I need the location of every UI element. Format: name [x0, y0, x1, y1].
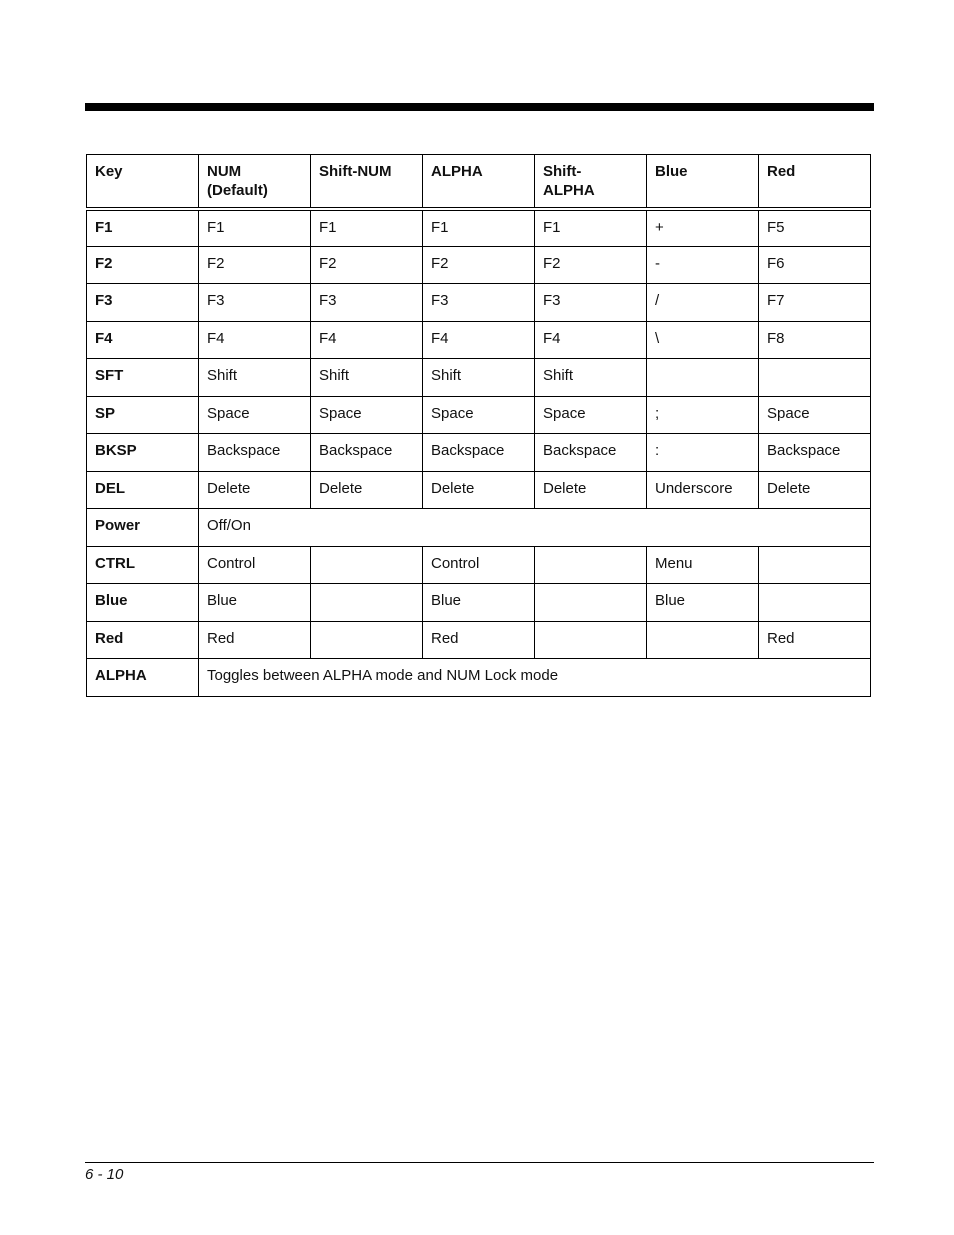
table-row	[87, 584, 871, 622]
table-cell: Space	[423, 396, 535, 434]
column-header: Blue	[647, 155, 759, 209]
table-cell: Delete	[535, 471, 647, 509]
key-name-cell: SP	[87, 396, 199, 434]
table-cell: Delete	[759, 471, 871, 509]
table-cell: +	[647, 209, 759, 247]
table-cell: F2	[535, 246, 647, 284]
key-name-cell: F3	[87, 284, 199, 322]
table-cell: Space	[759, 396, 871, 434]
column-header: Key	[87, 155, 199, 209]
table-cell: F4	[311, 321, 423, 359]
table-cell: ;	[647, 396, 759, 434]
key-name-cell: F1	[87, 209, 199, 247]
table-row	[87, 621, 871, 659]
table-cell: Shift	[199, 359, 311, 397]
table-cell: Blue	[423, 584, 535, 622]
table-cell: :	[647, 434, 759, 472]
table-cell: F3	[199, 284, 311, 322]
top-rule	[85, 103, 874, 111]
table-cell: F3	[423, 284, 535, 322]
table-cell	[535, 621, 647, 659]
table-cell: Red	[759, 621, 871, 659]
table-cell: Backspace	[423, 434, 535, 472]
table-cell: Space	[535, 396, 647, 434]
table-row	[87, 434, 871, 472]
table-row	[87, 659, 871, 697]
table-cell: F3	[535, 284, 647, 322]
table-cell: Shift	[423, 359, 535, 397]
table-cell: F6	[759, 246, 871, 284]
table-cell	[759, 546, 871, 584]
table-cell: F4	[535, 321, 647, 359]
footer-rule	[85, 1162, 874, 1163]
table-cell	[647, 359, 759, 397]
table-cell: F2	[311, 246, 423, 284]
table-cell	[647, 621, 759, 659]
table-cell: Shift	[311, 359, 423, 397]
table-cell: Backspace	[759, 434, 871, 472]
table-cell	[759, 584, 871, 622]
table-cell: F1	[423, 209, 535, 247]
table-cell	[535, 546, 647, 584]
table-cell: F8	[759, 321, 871, 359]
table-cell	[535, 584, 647, 622]
table-cell: Off/On	[199, 509, 871, 547]
table-cell: F4	[423, 321, 535, 359]
table-cell: F5	[759, 209, 871, 247]
table-cell: Underscore	[647, 471, 759, 509]
table-cell: Delete	[311, 471, 423, 509]
table-cell: F7	[759, 284, 871, 322]
table-cell: Shift	[535, 359, 647, 397]
table-cell: Delete	[199, 471, 311, 509]
table-cell: Blue	[199, 584, 311, 622]
table-cell	[759, 359, 871, 397]
table-cell: F1	[535, 209, 647, 247]
table-cell: Menu	[647, 546, 759, 584]
table-cell: Space	[311, 396, 423, 434]
key-name-cell: Blue	[87, 584, 199, 622]
table-cell: Red	[199, 621, 311, 659]
table-cell: \	[647, 321, 759, 359]
key-name-cell: DEL	[87, 471, 199, 509]
table-cell	[311, 584, 423, 622]
table-cell: F4	[199, 321, 311, 359]
key-name-cell: CTRL	[87, 546, 199, 584]
table-cell: F1	[199, 209, 311, 247]
table-row	[87, 546, 871, 584]
table-cell: Delete	[423, 471, 535, 509]
key-mapping-table	[86, 154, 871, 697]
table-cell: Backspace	[535, 434, 647, 472]
table-cell: -	[647, 246, 759, 284]
table-cell: Control	[423, 546, 535, 584]
column-header: Shift- ALPHA	[535, 155, 647, 209]
table-row	[87, 471, 871, 509]
table-cell	[311, 621, 423, 659]
table-cell: F2	[423, 246, 535, 284]
key-name-cell: ALPHA	[87, 659, 199, 697]
column-header: Red	[759, 155, 871, 209]
table-cell: F3	[311, 284, 423, 322]
key-name-cell: F2	[87, 246, 199, 284]
table-row	[87, 209, 871, 247]
key-name-cell: BKSP	[87, 434, 199, 472]
key-name-cell: SFT	[87, 359, 199, 397]
column-header: NUM (Default)	[199, 155, 311, 209]
page-number: 6 - 10	[85, 1166, 124, 1183]
column-header: ALPHA	[423, 155, 535, 209]
table-cell: Backspace	[311, 434, 423, 472]
column-header: Shift-NUM	[311, 155, 423, 209]
table-cell: F2	[199, 246, 311, 284]
table-row	[87, 246, 871, 284]
table-cell: Toggles between ALPHA mode and NUM Lock mode	[199, 659, 871, 697]
table-cell: F1	[311, 209, 423, 247]
table-body	[87, 209, 871, 697]
table-cell: Red	[423, 621, 535, 659]
table-row	[87, 359, 871, 397]
table-row	[87, 321, 871, 359]
table-cell: /	[647, 284, 759, 322]
table-row	[87, 284, 871, 322]
table-cell: Blue	[647, 584, 759, 622]
table-cell: Backspace	[199, 434, 311, 472]
table-row	[87, 509, 871, 547]
table-cell: Control	[199, 546, 311, 584]
table-cell: Space	[199, 396, 311, 434]
table-row	[87, 396, 871, 434]
key-name-cell: Red	[87, 621, 199, 659]
key-name-cell: F4	[87, 321, 199, 359]
table-cell	[311, 546, 423, 584]
key-name-cell: Power	[87, 509, 199, 547]
table-header-row	[87, 155, 871, 209]
